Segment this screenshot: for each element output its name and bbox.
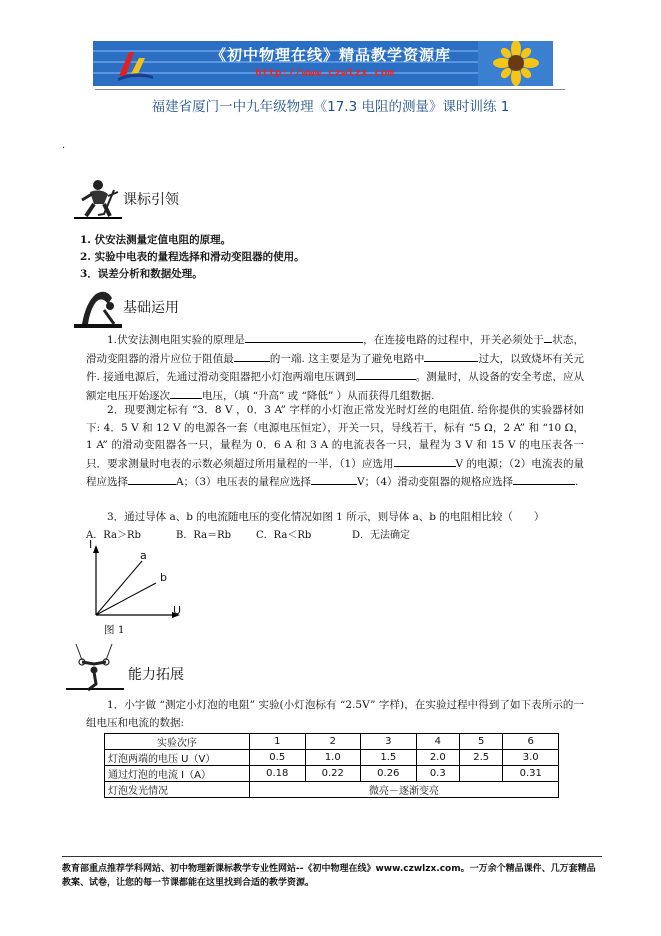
standards-item-3: 3．误差分析和数据处理。 xyxy=(80,268,203,280)
q2-blank-rheostat[interactable] xyxy=(513,473,575,485)
figure-line-b-label: b xyxy=(160,571,167,584)
table-cell-brightness: 微亮－逐渐变亮 xyxy=(250,782,559,798)
table-cell: 1.0 xyxy=(305,750,361,766)
table-row-label: 灯泡两端的电压 U（V） xyxy=(105,750,250,766)
table-header-row xyxy=(105,734,559,750)
question-basic-2 xyxy=(86,402,584,492)
gymnast-icon xyxy=(74,284,122,330)
section-title-standards: 课标引领 xyxy=(123,192,179,208)
hockey-player-icon xyxy=(74,178,122,222)
table-cell: 0.22 xyxy=(305,766,361,782)
q2-blank-voltmeter[interactable] xyxy=(311,473,357,485)
table-header-label: 实验次序 xyxy=(105,734,250,750)
rings-gymnast-icon xyxy=(66,642,124,692)
table-cell: 1.5 xyxy=(361,750,417,766)
table-cell: 0.31 xyxy=(503,766,559,782)
footer-divider xyxy=(62,856,602,857)
table-cell: 0.3 xyxy=(416,766,459,782)
header-divider xyxy=(95,89,565,90)
site-logo-icon xyxy=(115,46,155,82)
question-extension-1 xyxy=(86,697,584,732)
table-row xyxy=(105,750,559,766)
q2-text-d: V；（4）滑动变阻器的规格应选择 xyxy=(357,476,514,489)
header-banner xyxy=(93,41,553,86)
ext-q1-stem: 1．小宇做 “测定小灯泡的电阻” 实验(小灯泡标有 “2.5V” 字样)，在实验过程中得到了如下表所示的一组电压和电流的数据: xyxy=(86,699,584,729)
q1-blank-voltage[interactable] xyxy=(356,368,416,380)
q3-option-c[interactable]: C．Ra＜Rb xyxy=(256,530,312,541)
figure-caption: 图 1 xyxy=(104,624,125,636)
document-title: 福建省厦门一中九年级物理《17.3 电阻的测量》课时训练 1 xyxy=(151,99,510,115)
table-row-label: 灯泡发光情况 xyxy=(105,782,250,798)
q3-option-b[interactable]: B．Ra＝Rb xyxy=(176,530,231,541)
table-row-label: 通过灯泡的电流 I（A） xyxy=(105,766,250,782)
q2-text-a: 2．现要测定标有 “3．8 V ，0．3 A” 字样的小灯泡正常发光时灯丝的电阻值. 给你提供的实验器材如下: 4．5 V 和 12 V 的电源各一套（电源电压恒定），开关一只，导线若干，标有 “5 Ω，2 A” 和 “10 Ω，1 A” 的滑动变阻器各一只，量程为 0．6 A 和 3 A 的电流表各一只，量程为 3 V 和 15 V 的电压表各一只．要求测量时电表的示数必须超过所用量程的一半．（1）应选用 xyxy=(86,404,584,470)
q1-blank-current[interactable] xyxy=(424,350,478,362)
table-header-cell: 2 xyxy=(305,734,361,750)
banner-title: 《初中物理在线》精品教学资源库 xyxy=(211,46,452,64)
q1-blank-switch[interactable] xyxy=(544,331,552,343)
voltage-current-table xyxy=(104,733,559,798)
table-cell: 0.5 xyxy=(250,750,306,766)
q1-blank-principle[interactable] xyxy=(245,331,363,343)
q1-text-b: ，在连接电路的过程中，开关必须处于 xyxy=(362,334,545,346)
section-title-basic: 基础运用 xyxy=(123,300,179,316)
q1-text-g: 电压，（填 “升高” 或 “降低” ）从而获得几组数据. xyxy=(202,389,435,402)
table-cell-empty[interactable] xyxy=(460,766,503,782)
q1-text-f: 。测量时，从设备的安全考虑，应从额定电压开始逐次 xyxy=(86,371,584,402)
table-header-cell: 5 xyxy=(460,734,503,750)
table-header-cell: 4 xyxy=(416,734,459,750)
q2-blank-ammeter[interactable] xyxy=(128,473,176,485)
table-header-cell: 3 xyxy=(361,734,417,750)
section-title-extension: 能力拓展 xyxy=(128,667,184,683)
q2-text-c: A；（3）电压表的量程应选择 xyxy=(176,476,312,489)
table-cell: 2.0 xyxy=(416,750,459,766)
line-b xyxy=(96,583,156,615)
standards-item-1: 1. 伏安法测量定值电阻的原理。 xyxy=(80,234,232,246)
q1-text-d: 的一端. 这主要是为了避免电路中 xyxy=(269,352,425,365)
figure-y-axis-label: I xyxy=(89,538,93,551)
figure-line-a-label: a xyxy=(140,549,147,562)
table-row xyxy=(105,782,559,798)
figure-x-axis-label: U xyxy=(173,604,182,617)
table-header-cell: 6 xyxy=(503,734,559,750)
q2-text-b: V 的电源；（2）电流表的量程应选择 xyxy=(86,457,584,489)
sunflower-icon xyxy=(478,41,553,86)
table-cell: 2.5 xyxy=(460,750,503,766)
table-row xyxy=(105,766,559,782)
stray-dot: . xyxy=(62,140,66,151)
line-a xyxy=(96,561,142,615)
table-cell: 0.26 xyxy=(361,766,417,782)
standards-item-2: 2. 实验中电表的量程选择和滑动变阻器的使用。 xyxy=(80,251,305,263)
q2-text-e: . xyxy=(575,476,579,489)
question-basic-1 xyxy=(86,331,584,405)
table-header-cell: 1 xyxy=(250,734,306,750)
q2-blank-source[interactable] xyxy=(394,455,456,467)
question-basic-3 xyxy=(86,509,584,527)
q1-text-e: 过大，以致烧坏有关元件. 接通电源后，先通过滑动变阻器把小灯泡两端电压调到 xyxy=(86,352,584,384)
q3-stem: 3．通过导体 a、b 的电流随电压的变化情况如图 1 所示，则导体 a、b 的电阻相比较（ ） xyxy=(107,511,545,523)
table-cell: 3.0 xyxy=(503,750,559,766)
q3-option-d[interactable]: D．无法确定 xyxy=(352,530,411,541)
q3-option-a[interactable]: A．Ra＞Rb xyxy=(86,530,141,541)
q1-blank-direction[interactable] xyxy=(170,387,202,399)
q1-text-a: 1.伏安法测电阻实验的原理是 xyxy=(107,334,245,346)
banner-url[interactable]: http://www.czwlzx.com xyxy=(255,66,395,79)
q3-options xyxy=(86,526,410,541)
table-cell: 0.18 xyxy=(250,766,306,782)
q1-text-c: 状态，滑动变阻器的滑片应位于阻值最 xyxy=(86,334,585,365)
footer-text: 教育部重点推荐学科网站、初中物理新课标教学专业性网站--《初中物理在线》www.czwlzx.com。一万余个精品课件、几万套精品教案、试卷，让您的每一节课都能在这里找到合适的教学资源。 xyxy=(62,864,596,888)
q1-blank-resistance[interactable] xyxy=(234,350,270,362)
